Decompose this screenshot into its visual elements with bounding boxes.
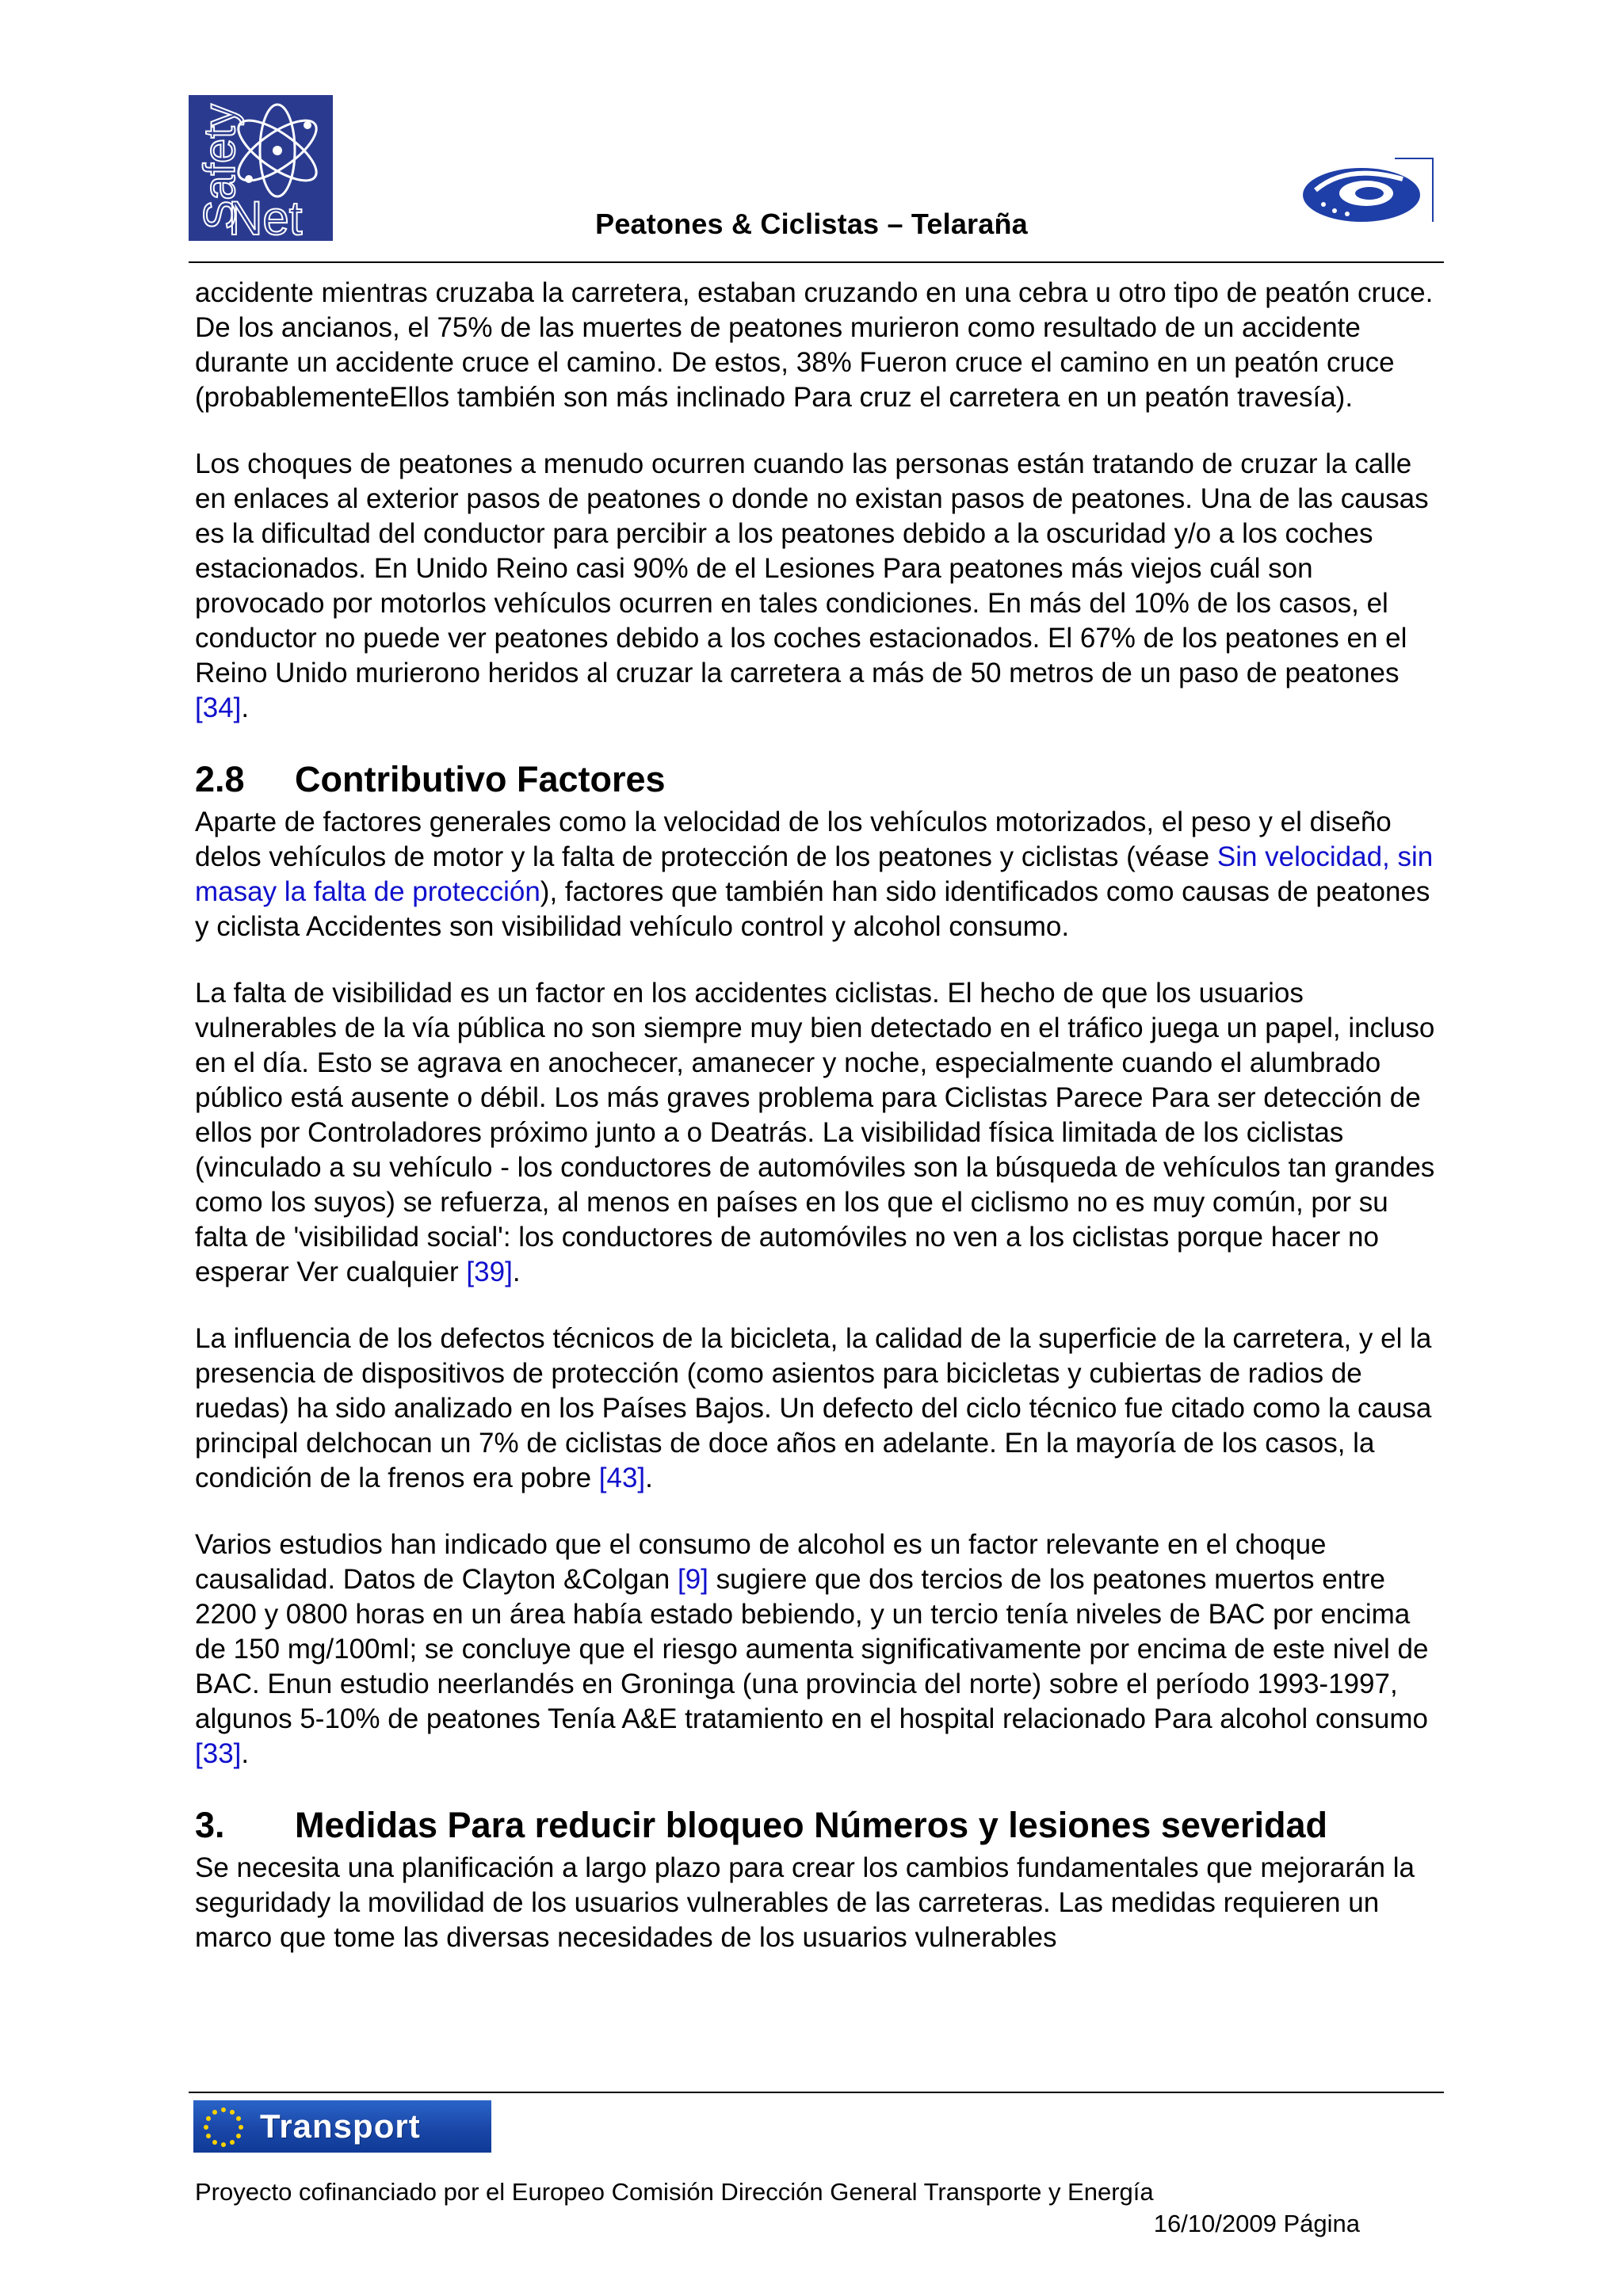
document-title: Peatones & Ciclistas – Telaraña: [595, 208, 1028, 240]
paragraph-text: La influencia de los defectos técnicos de la bicicleta, la calidad de la superficie de la carretera, y el la presencia de dispositivos de protección (como asientos para bicicletas y cubiertas de radios de ruedas) ha sido analizado en los Países Bajos. Un defecto del ciclo técnico fue citado como la causa principal delchocan un 7% de ciclistas de doce años en adelante. En la mayoría de los casos, la condición de la frenos era pobre: [195, 1323, 1432, 1493]
safety-word: Safety: [194, 104, 244, 230]
eu-stars-icon: [201, 2105, 246, 2149]
cross-reference-link[interactable]: Sin velocidad, sin masay la falta de protección: [195, 841, 1434, 907]
section-title: Contributivo Factores: [295, 759, 666, 799]
reference-link-9[interactable]: [9]: [677, 1564, 708, 1595]
footer-date-page: 16/10/2009 Página: [1153, 2210, 1360, 2237]
paragraph-alcohol: Varios estudios han indicado que el consumo de alcohol es un factor relevante en el choque causalidad. Datos de Clayton &Colgan [9] sugiere que dos tercios de los peatones muertos entre 2200 y 0800 horas en un área había estado bebiendo, y un tercio tenía niveles de BAC por encima de 150 mg/100ml; se concluye que el riesgo aumenta significativamente por encima de este nivel de BAC. Enun estudio neerlandés en Groninga (una provincia del norte) sobre el período 1993-1997, algunos 5-10% de peatones Tenía A&E tratamiento en el hospital relacionado Para alcohol consumo [33].: [195, 1529, 1429, 1769]
section-heading-3: [195, 1803, 1447, 1848]
section-number: 3.: [195, 1805, 225, 1845]
paragraph-measures: Se necesita una planificación a largo plazo para crear los cambios fundamentales que mejorarán la seguridady la movilidad de los usuarios vulnerables de las carreteras. Las medidas requieren un marco que tome las diversas necesidades de los usuarios vulnerables: [195, 1852, 1415, 1953]
section-number: 2.8: [195, 759, 245, 799]
paragraph-text: Los choques de peatones a menudo ocurren cuando las personas están tratando de cruzar la calle en enlaces al exterior pasos de peatones o donde no existan pasos de peatones. Una de las causas es la dificultad del conductor para percibir a los peatones debido a la oscuridad y/o a los coches estacionados. En Unido Reino casi 90% de el Lesiones Para peatones más viejos cuál son provocado por motorlos vehículos ocurren en tales condiciones. En más del 10% de los casos, el conductor no puede ver peatones debido a los coches estacionados. El 67% de los peatones en el Reino Unido murierono heridos al cruzar la carretera a más de 50 metros de un paso de peatones: [195, 448, 1429, 688]
section-heading-2-8: [195, 757, 1447, 802]
section-title: Medidas Para reducir bloqueo Números y lesiones severidad: [295, 1805, 1327, 1845]
reference-link-39[interactable]: [39]: [466, 1257, 513, 1287]
footer-project-line: Proyecto cofinanciado por el Europeo Comisión Dirección General Transporte y Energía: [195, 2178, 1154, 2206]
reference-link-33[interactable]: [33]: [195, 1738, 242, 1769]
reference-link-43[interactable]: [43]: [598, 1463, 646, 1493]
paragraph-text: ), factores que también han sido identificados como causas de peatones y ciclista Accidentes son visibilidad vehículo control y alcohol consumo.: [195, 876, 1430, 942]
paragraph-contributing-factors: [195, 805, 1447, 944]
document-body: [195, 276, 1447, 1955]
paragraph-text: La falta de visibilidad es un factor en los accidentes ciclistas. El hecho de que los usuarios vulnerables de la vía pública no son siempre muy bien detectado en el tráfico juega un papel, incluso en el día. Esto se agrava en anochecer, amanecer y noche, especialmente cuando el alumbrado público está ausente o débil. Los más graves problema para Ciclistas Parece Para ser detección de ellos por Controladores próximo junto a o Deatrás. La visibilidad física limitada de los ciclistas (vinculado a su vehículo - los conductores de automóviles son la búsqueda de vehículos tan grandes como los suyos) se refuerza, al menos en países en los que el ciclismo no es muy común, por su falta de 'visibilidad social': los conductores de automóviles no ven a los ciclistas porque hacer no esperar Ver cualquier: [195, 978, 1435, 1287]
paragraph-technical-defects: La influencia de los defectos técnicos de la bicicleta, la calidad de la superficie de la carretera, y el la presencia de dispositivos de protección (como asientos para bicicletas y cubiertas de radios de ruedas) ha sido analizado en los Países Bajos. Un defecto del ciclo técnico fue citado como la causa principal delchocan un 7% de ciclistas de doce años en adelante. En la mayoría de los casos, la condición de la frenos era pobre [43].: [195, 1323, 1432, 1493]
paragraph-pedestrian-crashes: Los choques de peatones a menudo ocurren cuando las personas están tratando de cruzar la calle en enlaces al exterior pasos de peatones o donde no existan pasos de peatones. Una de las causas es la dificultad del conductor para percibir a los peatones debido a la oscuridad y/o a los coches estacionados. En Unido Reino casi 90% de el Lesiones Para peatones más viejos cuál son provocado por motorlos vehículos ocurren en tales condiciones. En más del 10% de los casos, el conductor no puede ver peatones debido a los coches estacionados. El 67% de los peatones en el Reino Unido murierono heridos al cruzar la carretera a más de 50 metros de un paso de peatones [34].: [195, 448, 1429, 723]
footer-divider: [189, 2092, 1444, 2093]
paragraph-text: Varios estudios han indicado que el consumo de alcohol es un factor relevante en el choque causalidad. Datos de Clayton &Colgan: [195, 1529, 1327, 1595]
paragraph-text: sugiere que dos tercios de los peatones muertos entre 2200 y 0800 horas en un área había estado bebiendo, y un tercio tenía niveles de BAC por encima de 150 mg/100ml; se concluye que el riesgo aumenta significativamente por encima de este nivel de BAC. Enun estudio neerlandés en Groninga (una provincia del norte) sobre el período 1993-1997, algunos 5-10% de peatones Tenía A&E tratamiento en el hospital relacionado Para alcohol consumo: [195, 1564, 1429, 1734]
transport-logo: [193, 2100, 491, 2153]
paragraph-visibility: La falta de visibilidad es un factor en los accidentes ciclistas. El hecho de que los usuarios vulnerables de la vía pública no son siempre muy bien detectado en el tráfico juega un papel, incluso en el día. Esto se agrava en anochecer, amanecer y noche, especialmente cuando el alumbrado público está ausente o débil. Los más graves problema para Ciclistas Parece Para ser detección de ellos por Controladores próximo junto a o Deatrás. La visibilidad física limitada de los ciclistas (vinculado a su vehículo - los conductores de automóviles son la búsqueda de vehículos tan grandes como los suyos) se refuerza, al menos en países en los que el ciclismo no es muy común, por su falta de 'visibilidad social': los conductores de automóviles no ven a los ciclistas porque hacer no esperar Ver cualquier [39].: [195, 978, 1435, 1287]
net-word: Net: [228, 192, 303, 241]
header-divider: [189, 261, 1444, 263]
transport-label: Transport: [260, 2107, 421, 2145]
paragraph-text: Aparte de factores generales como la velocidad de los vehículos motorizados, el peso y el diseño delos vehículos de motor y la falta de protección de los peatones y ciclistas (véase: [195, 807, 1392, 872]
eu-6th-framework-icon: [1300, 155, 1434, 230]
reference-link-34[interactable]: [34]: [195, 692, 242, 723]
paragraph-crossing-elderly: accidente mientras cruzaba la carretera, estaban cruzando en una cebra u otro tipo de peatón cruce. De los ancianos, el 75% de las muertes de peatones murieron como resultado de un accidente durante un accidente cruce el camino. De estos, 38% Fueron cruce el camino en un peatón cruce (probablementeEllos también son más inclinado Para cruz el carretera en un peatón travesía).: [195, 277, 1434, 413]
